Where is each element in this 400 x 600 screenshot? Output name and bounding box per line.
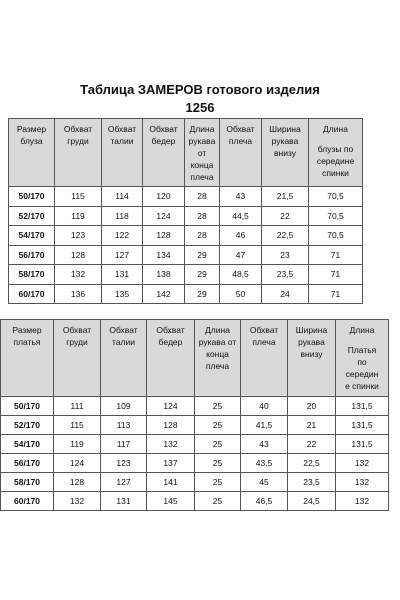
measurement-cell: 117 <box>101 435 147 454</box>
measurement-cell: 128 <box>55 245 102 265</box>
measurement-cell: 127 <box>102 245 143 265</box>
measurement-cell: 21 <box>288 416 336 435</box>
measurement-cell: 71 <box>309 265 363 285</box>
column-header <box>309 119 363 187</box>
measurement-cell: 127 <box>101 473 147 492</box>
measurement-cell: 25 <box>195 492 241 511</box>
column-header-line: по <box>357 357 367 367</box>
column-header <box>55 119 102 187</box>
measurement-cell: 71 <box>309 245 363 265</box>
measurement-cell: 111 <box>54 397 101 416</box>
size-cell: 58/170 <box>9 265 55 285</box>
column-header-line: рукава <box>271 136 299 146</box>
column-header-line: Размер <box>16 124 47 134</box>
column-header <box>262 119 309 187</box>
column-header-line: Длина <box>205 325 230 335</box>
column-header <box>9 119 55 187</box>
size-cell: 56/170 <box>9 245 55 265</box>
measurement-cell: 25 <box>195 397 241 416</box>
column-header-line: Ширина <box>295 325 328 335</box>
measurement-cell: 141 <box>147 473 195 492</box>
measurement-cell: 134 <box>143 245 185 265</box>
header-row <box>1 320 389 397</box>
measurement-cell: 135 <box>102 284 143 304</box>
document-title: Таблица ЗАМЕРОВ готового изделия <box>80 82 320 97</box>
column-header-line: рукава <box>298 337 325 347</box>
measurement-cell: 132 <box>336 473 389 492</box>
measurement-cell: 120 <box>143 187 185 207</box>
column-header-line: блуза <box>20 136 43 146</box>
size-cell: 52/170 <box>9 206 55 226</box>
column-header <box>336 320 389 397</box>
table-row <box>1 473 389 492</box>
measurement-cell: 22,5 <box>262 226 309 246</box>
model-number: 1256 <box>185 100 215 115</box>
table-row <box>9 245 363 265</box>
column-header-line: Обхват <box>109 325 138 335</box>
measurement-cell: 124 <box>143 206 185 226</box>
measurement-cell: 46,5 <box>241 492 288 511</box>
measurement-cell: 119 <box>54 435 101 454</box>
measurement-cell: 25 <box>195 454 241 473</box>
measurement-cell: 132 <box>54 492 101 511</box>
measurement-cell: 29 <box>185 245 220 265</box>
measurement-cell: 109 <box>101 397 147 416</box>
column-header-line: рукава от <box>198 337 237 347</box>
table-row <box>9 226 363 246</box>
column-header-line: Обхват <box>62 325 92 335</box>
measurement-cell: 142 <box>143 284 185 304</box>
measurement-cell: 50 <box>220 284 262 304</box>
measurement-cell: 22 <box>262 206 309 226</box>
column-header-line: конца <box>190 160 214 170</box>
column-header-line: Длина <box>323 124 348 134</box>
measurement-cell: 22,5 <box>288 454 336 473</box>
size-cell: 54/170 <box>9 226 55 246</box>
table-row <box>9 206 363 226</box>
measurement-cell: 138 <box>143 265 185 285</box>
column-header-line: Длина <box>189 124 215 134</box>
column-header-line: Платья <box>347 345 377 355</box>
size-cell: 58/170 <box>1 473 54 492</box>
table-row <box>1 454 389 473</box>
column-header <box>1 320 54 397</box>
column-header-line: середине <box>316 156 355 166</box>
column-header-line: блузы по <box>317 144 354 154</box>
measurement-cell: 114 <box>102 187 143 207</box>
column-header-line: талии <box>112 337 135 347</box>
column-header-line: Длина <box>349 325 375 335</box>
measurement-cell: 131,5 <box>336 397 389 416</box>
measurement-cell: 28 <box>185 206 220 226</box>
size-cell: 50/170 <box>1 397 54 416</box>
column-header-line: талии <box>110 136 134 146</box>
column-header-line: от <box>197 148 207 158</box>
measurement-cell: 132 <box>55 265 102 285</box>
size-cell: 50/170 <box>9 187 55 207</box>
column-header <box>101 320 147 397</box>
measurement-cell: 25 <box>195 473 241 492</box>
measurement-cell: 46 <box>220 226 262 246</box>
measurement-cell: 28 <box>185 226 220 246</box>
measurement-cell: 29 <box>185 265 220 285</box>
column-header <box>54 320 101 397</box>
table-row <box>9 284 363 304</box>
column-header <box>220 119 262 187</box>
column-header-line: плеча <box>228 136 253 146</box>
measurement-cell: 131 <box>101 492 147 511</box>
measurement-cell: 123 <box>101 454 147 473</box>
measurement-cell: 25 <box>195 416 241 435</box>
column-header-line: груди <box>66 337 88 347</box>
table-row <box>9 265 363 285</box>
measurement-cell: 115 <box>54 416 101 435</box>
measurement-cell: 40 <box>241 397 288 416</box>
measurement-cell: 123 <box>55 226 102 246</box>
measurement-cell: 132 <box>336 492 389 511</box>
measurement-cell: 71 <box>309 284 363 304</box>
column-header-line: Обхват <box>249 325 279 335</box>
measurement-cell: 137 <box>147 454 195 473</box>
measurement-cell: 131,5 <box>336 416 389 435</box>
dress-measurements-table <box>0 319 389 511</box>
measurement-cell: 23,5 <box>262 265 309 285</box>
measurement-cell: 131 <box>102 265 143 285</box>
measurement-cell: 29 <box>185 284 220 304</box>
column-header <box>143 119 185 187</box>
measurement-cell: 28 <box>185 187 220 207</box>
blouse-measurements-table <box>8 118 363 304</box>
column-header-line: платья <box>13 337 41 347</box>
measurement-cell: 70,5 <box>309 187 363 207</box>
measurement-cell: 124 <box>54 454 101 473</box>
column-header-line: внизу <box>273 148 296 158</box>
column-header-line: плеча <box>190 172 214 182</box>
measurement-cell: 115 <box>55 187 102 207</box>
table-row <box>9 187 363 207</box>
measurement-cell: 124 <box>147 397 195 416</box>
measurement-cell: 131,5 <box>336 435 389 454</box>
size-cell: 60/170 <box>1 492 54 511</box>
measurement-cell: 23,5 <box>288 473 336 492</box>
measurement-cell: 118 <box>102 206 143 226</box>
measurement-cell: 45 <box>241 473 288 492</box>
column-header-line: Ширина <box>269 124 301 134</box>
measurement-cell: 47 <box>220 245 262 265</box>
column-header-line: е спинки <box>345 381 379 391</box>
measurement-cell: 22 <box>288 435 336 454</box>
size-cell: 60/170 <box>9 284 55 304</box>
measurement-cell: 24,5 <box>288 492 336 511</box>
column-header-line: плеча <box>205 361 230 371</box>
column-header-line: бедер <box>151 136 176 146</box>
measurement-cell: 43 <box>241 435 288 454</box>
measurement-cell: 24 <box>262 284 309 304</box>
column-header <box>288 320 336 397</box>
column-header-line: груди <box>67 136 89 146</box>
column-header <box>102 119 143 187</box>
header-row <box>9 119 363 187</box>
column-header-line: Обхват <box>156 325 185 335</box>
measurement-cell: 145 <box>147 492 195 511</box>
table-row <box>1 397 389 416</box>
measurement-cell: 70,5 <box>309 226 363 246</box>
measurement-cell: 113 <box>101 416 147 435</box>
column-header <box>185 119 220 187</box>
column-header <box>147 320 195 397</box>
table-row <box>1 492 389 511</box>
column-header-line: Обхват <box>107 124 137 134</box>
measurement-cell: 132 <box>147 435 195 454</box>
size-cell: 52/170 <box>1 416 54 435</box>
column-header-line: Обхват <box>226 124 255 134</box>
column-header-line: Размер <box>12 325 42 335</box>
measurement-cell: 48,5 <box>220 265 262 285</box>
column-header-line: спинки <box>322 168 349 178</box>
size-cell: 54/170 <box>1 435 54 454</box>
column-header-line: рукава <box>188 136 216 146</box>
measurement-cell: 43,5 <box>241 454 288 473</box>
column-header-line: Обхват <box>63 124 93 134</box>
column-header-line: внизу <box>300 349 323 359</box>
column-header-line: плеча <box>252 337 276 347</box>
size-cell: 56/170 <box>1 454 54 473</box>
measurement-cell: 25 <box>195 435 241 454</box>
table-row <box>1 435 389 454</box>
measurement-cell: 44,5 <box>220 206 262 226</box>
column-header-line: Обхват <box>149 124 178 134</box>
measurement-cell: 132 <box>336 454 389 473</box>
measurement-cell: 70,5 <box>309 206 363 226</box>
column-header-line: конца <box>206 349 229 359</box>
measurement-cell: 128 <box>54 473 101 492</box>
measurement-cell: 119 <box>55 206 102 226</box>
measurement-cell: 43 <box>220 187 262 207</box>
measurement-cell: 23 <box>262 245 309 265</box>
measurement-cell: 20 <box>288 397 336 416</box>
column-header <box>241 320 288 397</box>
measurement-cell: 41,5 <box>241 416 288 435</box>
measurement-cell: 21,5 <box>262 187 309 207</box>
column-header-line: бедер <box>158 337 183 347</box>
measurement-cell: 128 <box>147 416 195 435</box>
measurement-cell: 136 <box>55 284 102 304</box>
table-row <box>1 416 389 435</box>
measurement-cell: 128 <box>143 226 185 246</box>
column-header <box>195 320 241 397</box>
measurement-cell: 122 <box>102 226 143 246</box>
column-header-line: середин <box>345 369 379 379</box>
